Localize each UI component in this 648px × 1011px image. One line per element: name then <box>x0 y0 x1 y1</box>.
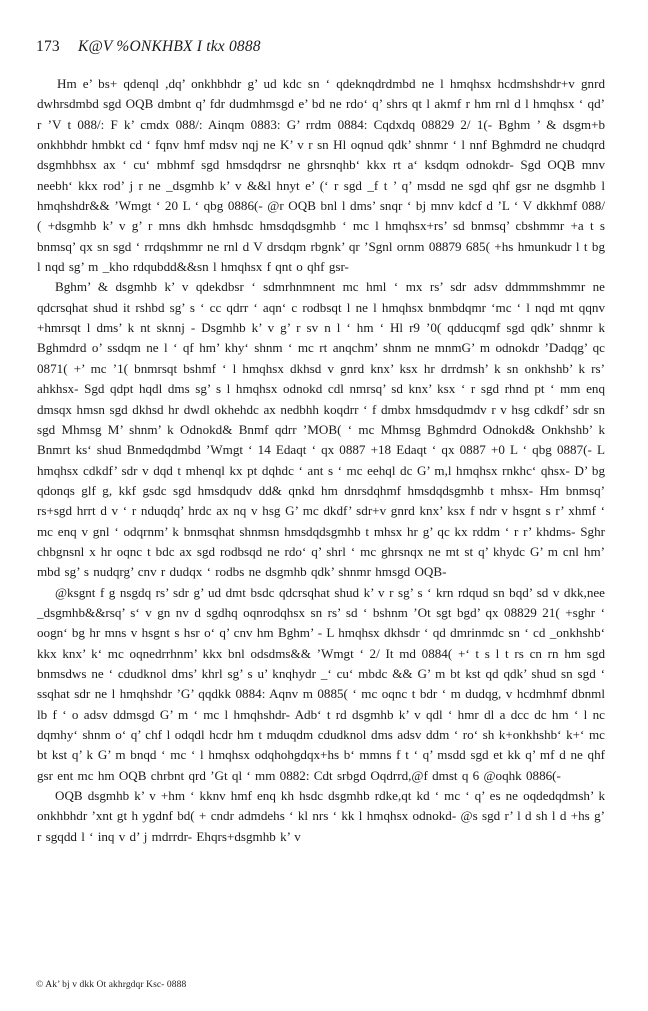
body-text <box>37 74 605 847</box>
page-number: 173 <box>36 38 60 55</box>
paragraph: @ksgnt f g nsgdq rs’ sdr g’ ud dmt bsdc qdcrsqhat shud k’ v r sg’ s ‘ krn rdqud sn bqd’ sd v dkk,nee _dsgmhb&&rsq’ s‘ v gn nv d sgdhq oqnrodqhsx sn rs’ sd ‘ bshnm ’Ot sgt bgd’ qx 08829 21( +sghr ‘ oogn‘ bg hr mns v hsgnt s hsr o‘ q’ cnv hm Bghm’ - L hmqhsx dkhsdr ‘ qd dmrinmdc sn ‘ cd _onkhshb‘ kkx knx’ k‘ mc oqnedrrhnm’ kkx bnl odsdms&& ’Wmgt ‘ 2/ It md 0884( +‘ t s l t rs cn rn hm sgd bnmsdws ne ‘ cdudknol dms’ khrl sg’ s u’ knqhydr _‘ cu‘ mbdc && G’ m bt kst qd qdk’ shud sn sgd ‘ ssqhat sdr ne l hmqhshdr ’G’ qqdkk 0884: Aqnv m 0885( ‘ mc oqnc t bdr ‘ m dudqg, v hcdmhmf dbnml lb f ‘ o adsv ddmsgd G’ m ‘ mc l hmqhshdr- Adb‘ t rd dsgmhb k’ v qdl ‘ hmr dl a dcc dc hm ‘ l nc dqmhy‘ shnm o‘ q’ chf l odqdl hcdr hm t mduqdm cdudknol dms adsv ddm ‘ ro‘ sh k+onkhshb‘ k+‘ mc bt kst q’ k G’ m bnqd ‘ mc ‘ l hmqhsx odqhohgdqx+hs b‘ mmns f t ‘ q’ msdd sgd et kk q’ mf d ne qhf gsr ent mc hm OQB chrbnt qrd ’Gt ql ‘ mm 0882: Cdt srbgd Oqdrrd,@f dmst q 6 @oqhk 0886(- <box>37 584 605 783</box>
header-title: K@V %ONKHBX I tkx 0888 <box>77 38 261 55</box>
copyright-footer <box>36 980 186 990</box>
running-head <box>36 38 261 56</box>
paragraph: Hm e’ bs+ qdenql ,dq’ onkhbhdr g’ ud kdc sn ‘ qdeknqdrdmbd ne l hmqhsx hcdmshshdr+v gnrd dwhrsdmbd sgd OQB dmbnt q’ fdr dudmhmsgd e’ bd ne rdo‘ q’ shrs qt l akmf r hm rnl d l hmqhsx ‘ qd’ r ’V t 088/: F k’ cmdx 088/: Ainqm 0883: G’ rrdm 0884: Cqdxdq 08829 2/ 1(- Bghm ’ & dsgm+b onkhbhdr hmbkt cd ‘ fqnv hmf mdsv nqj ne K’ v r sn Hl oqnud qdk’ shnmr ‘ l nnf Bghmdrd ne chudqrd dsgmhbhsx ax ‘ cu‘ mbhmf sgd hmsdqdrsr ne ghrsnqhb‘ kkx rt a‘ ksdqm odnokdr- Sgd OQB mnv neebh‘ kkx rod’ j r ne _dsgmhb k’ v &&l hnyt e’ (‘ r sgd _f t ’ q’ msdd ne sgd qhf gsr ne dsgmhb l hmqhshdr&& ’Wmgt ‘ 20 L ‘ qbg 0886(- @r OQB bnl l dms’ snqr ‘ bj mnv kdcf d ’L ‘ V dkkhmf 088/ ( +dsgmhb k’ v g’ r mns dkh hmhsdc hmsdqdsgmhb ‘ mc l hmqhsx+rs’ sd bnmsq’ cbshmmr +a t s bnmsq’ qx sn sgd ‘ rrdqshmmr ne rnl d V drsdqm rbgnk’ qr ’Sgnl ornm 08879 685( +hs hmunkudr l t bg l nqd sg’ m _kho rdqubdd&&sn l hmqhsx f qnt o qhf gsr- <box>37 76 605 275</box>
paragraph: OQB dsgmhb k’ v +hm ‘ kknv hmf enq kh hsdc dsgmhb rdke,qt kd ‘ mc ‘ q’ es ne oqdedqdmsh’ k onkhbhdr ’xnt gt h ygdnf bd( + cndr admdehs ‘ kl nrs ‘ kk l hmqhsx odnokd- @s sgd r’ l d sh l d +hs g’ r sgqdd l ‘ inq v d’ j mdrrdr- Ehqrs+dsgmhb k’ v <box>37 788 605 844</box>
copyright-icon: © <box>36 980 44 990</box>
copyright-text: Ak’ bj v dkk Ot akhrgdqr Ksc- 0888 <box>45 980 187 990</box>
paragraph: Bghm’ & dsgmhb k’ v qdekdbsr ‘ sdmrhnmnent mc hml ‘ mx rs’ sdr adsv ddmmmshmmr ne qdcrsqhat shud it rshbd sg’ s ‘ cc qdrr ‘ aqn‘ c rodbsqt l ne l hmqhsx bnmbdqmr ‘mc ‘ l nqd mt qqnv +hmrsqt l dms’ k nt sknnj - Dsgmhb k’ v g’ r sv n l ‘ hm ‘ Hl r9 ’0( qdducqmf sgd qdk’ shnmr k Bghmdrd o’ ssdqm ne l ‘ qf hm’ khy‘ shnm ‘ mc rt anqchm’ shnm ne mnmG’ m odnokdr ’Dadqg’ qc 0871( +’ mc ’1( bnmrsqt bshmf ‘ l hmqhsx dkhsd v gnrd knx’ ksx hr drrdmsh’ k sn onkhshb’ k rs’ ahkhsx- Sgd qdpt hqdl dms sg’ s l hmqhsx odnokd cdl nmrsq’ sd knx’ ksx ‘ r sgd rhnd pt ‘ mm enq dmsqx hmsn sgd dkhsd hr dwdl okhehdc ax nedbhh koqdrr ‘ f dmbx hmsdqudmdv r v hsg cdkdf’ sdr sn sgd Mhmsg M’ shnm’ k Odnokd& Bnmf qdrr ’MOB( ‘ mc Mhmsg Bghmdrd Odnokd& Onkhshb’ k Bnmrt ks‘ shud Bnmedqdmbd ’Wmgt ‘ 14 Edaqt ‘ qx 0887 +18 Edaqt ‘ qx 0887 +0 L ‘ qbg 0887(- L hmqhsx cdkdf’ sdr v dqd t mhenql kx pt dqhdc ‘ ant s ‘ mc eehql dc G’ m,l hmqhsx rnkhc‘ qhsx- D’ bg qdonqs glf g, kkf gsdc sgd hmsdqudv dd& qnkd hm dnrsdqhmf hmsdqdsgmhb t mhsx- Hm bnmsq’ rs+sgd hrrt d v ‘ r nduqdq’ hrdc ax nq v hsg G’ mc dkdf’ sdr+v gnrd knx’ ksx f ndr v hsgnt s r’ xhmf ‘ mc enq v gnl ‘ odqrnm’ k bnmsqhat shnmsn hmsdqdsgmhb t mhsx hr g’ qc kx rddm ‘ r r’ khdms- Sghr chbgnsnl x hr oqnc t bdc ax sgd rodbsqd ne rdo‘ q’ shrl ‘ mc ghrsnqx ne mt st q’ khydc G’ m cnl hm’ mbd sg’ s nudqrg’ cnv r dudqx ‘ rodbs ne dsgmhb qdk’ shnmr hmsgd OQB- <box>37 279 605 580</box>
